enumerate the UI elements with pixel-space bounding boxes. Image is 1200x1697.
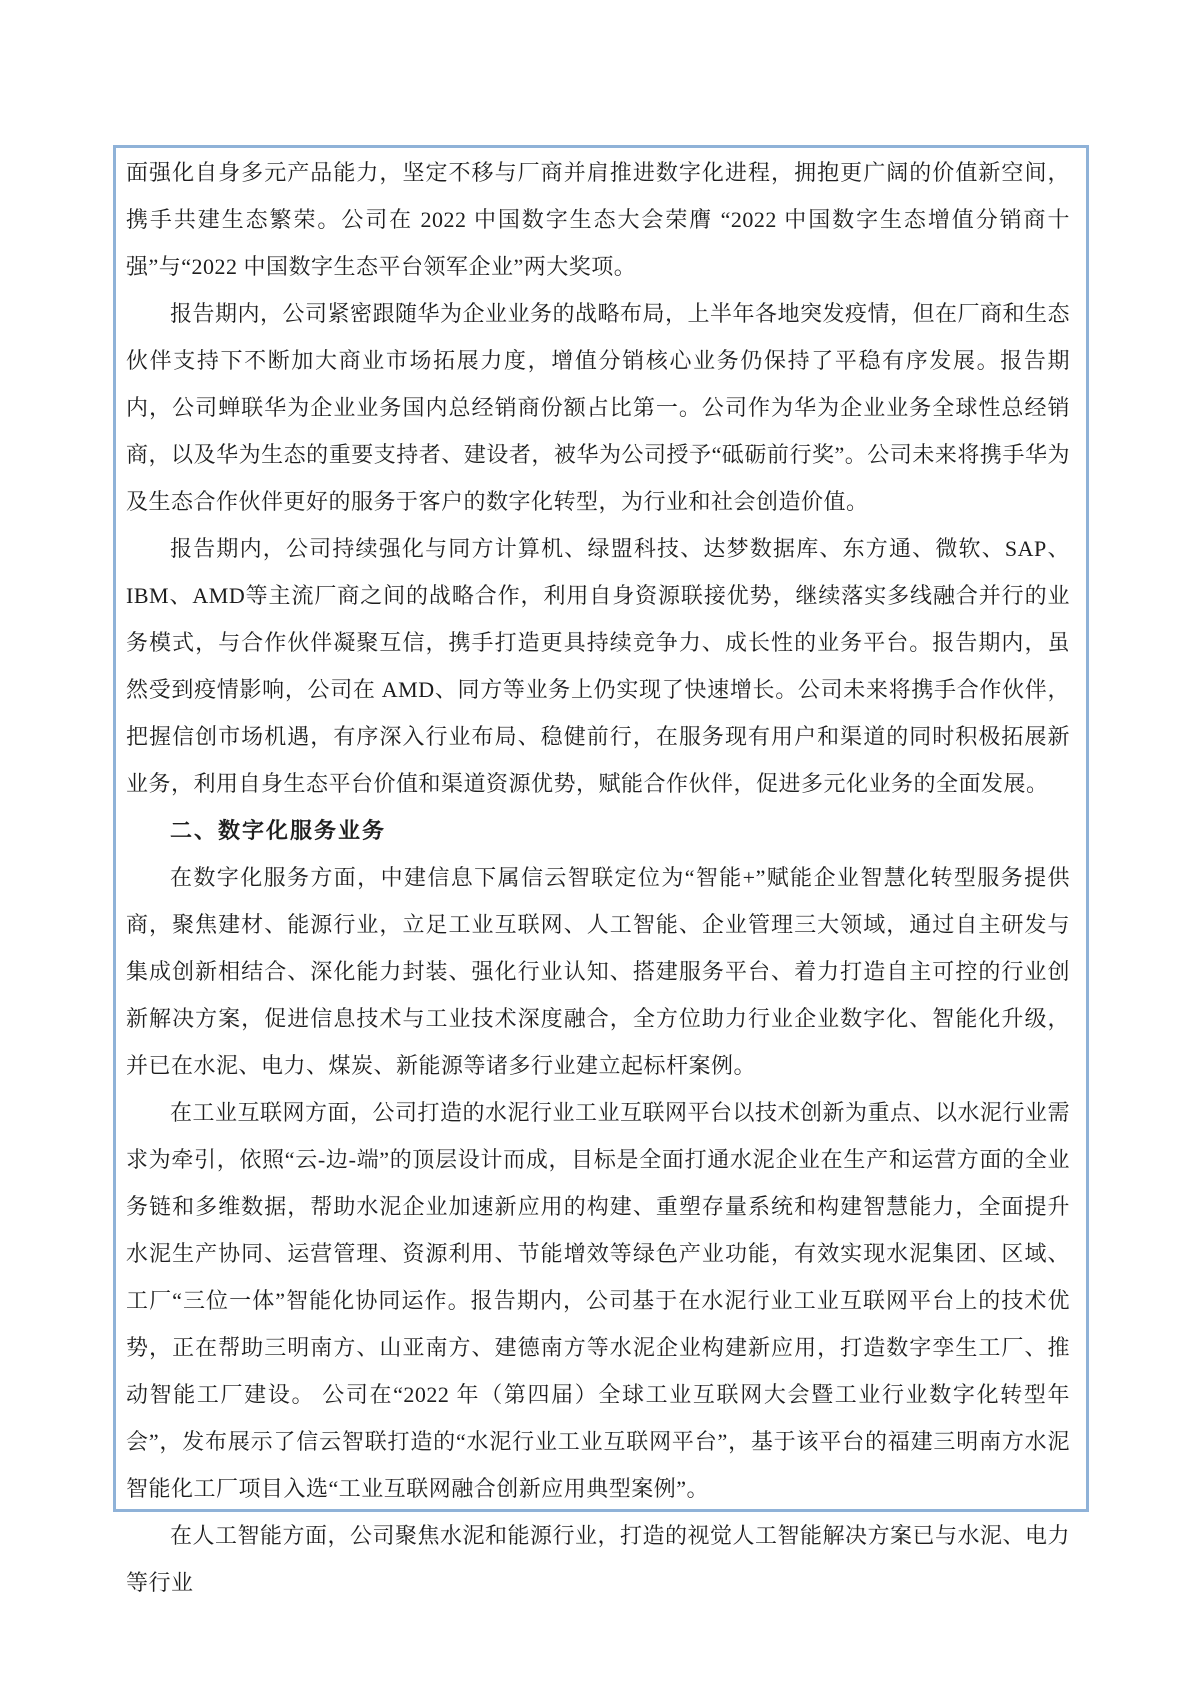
body-paragraph: 报告期内，公司紧密跟随华为企业业务的战略布局，上半年各地突发疫情，但在厂商和生态伙伴支持下不断加大商业市场拓展力度，增值分销核心业务仍保持了平稳有序发展。报告期内，公司蝉联华为企业业务国内总经销商份额占比第一。公司作为华为企业业务全球性总经销商，以及华为生态的重要支持者、建设者，被华为公司授予“砥砺前行奖”。公司未来将携手华为及生态合作伙伴更好的服务于客户的数字化转型，为行业和社会创造价值。 [126,301,1071,514]
body-paragraph: 在人工智能方面，公司聚焦水泥和能源行业，打造的视觉人工智能解决方案已与水泥、电力等行业 [126,1523,1071,1595]
body-paragraph: 在工业互联网方面，公司打造的水泥行业工业互联网平台以技术创新为重点、以水泥行业需求为牵引，依照“云-边-端”的顶层设计而成，目标是全面打通水泥企业在生产和运营方面的全业务链和多维数据，帮助水泥企业加速新应用的构建、重塑存量系统和构建智慧能力，全面提升水泥生产协同、运营管理、资源利用、节能增效等绿色产业功能，有效实现水泥集团、区域、工厂“三位一体”智能化协同运作。报告期内，公司基于在水泥行业工业互联网平台上的技术优势，正在帮助三明南方、山亚南方、建德南方等水泥企业构建新应用，打造数字孪生工厂、推动智能工厂建设。 公司在“2022 年（第四届）全球工业互联网大会暨工业行业数字化转型年会”，发布展示了信云智联打造的“水泥行业工业互联网平台”，基于该平台的福建三明南方水泥智能化工厂项目入选“工业互联网融合创新应用典型案例”。 [126,1100,1071,1501]
section-heading: 二、数字化服务业务 [170,818,387,843]
body-paragraph: 报告期内，公司持续强化与同方计算机、绿盟科技、达梦数据库、东方通、微软、SAP、IBM、AMD等主流厂商之间的战略合作，利用自身资源联接优势，继续落实多线融合并行的业务模式，与合作伙伴凝聚互信，携手打造更具持续竞争力、成长性的业务平台。报告期内，虽然受到疫情影响，公司在 AMD、同方等业务上仍实现了快速增长。公司未来将携手合作伙伴，把握信创市场机遇，有序深入行业布局、稳健前行，在服务现有用户和渠道的同时积极拓展新业务，利用自身生态平台价值和渠道资源优势，赋能合作伙伴，促进多元化业务的全面发展。 [126,536,1070,796]
report-text-frame [113,145,1089,1595]
body-paragraph-continuation: 面强化自身多元产品能力，坚定不移与厂商并肩推进数字化进程，拥抱更广阔的价值新空间，携手共建生态繁荣。公司在 2022 中国数字生态大会荣膺 “2022 中国数字生态增值分销商十强”与“2022 中国数字生态平台领军企业”两大奖项。 [126,160,1070,279]
body-paragraph: 在数字化服务方面，中建信息下属信云智联定位为“智能+”赋能企业智慧化转型服务提供商，聚焦建材、能源行业，立足工业互联网、人工智能、企业管理三大领域，通过自主研发与集成创新相结合、深化能力封装、强化行业认知、搭建服务平台、着力打造自主可控的行业创新解决方案，促进信息技术与工业技术深度融合，全方位助力行业企业数字化、智能化升级，并已在水泥、电力、煤炭、新能源等诸多行业建立起标杆案例。 [126,865,1070,1078]
